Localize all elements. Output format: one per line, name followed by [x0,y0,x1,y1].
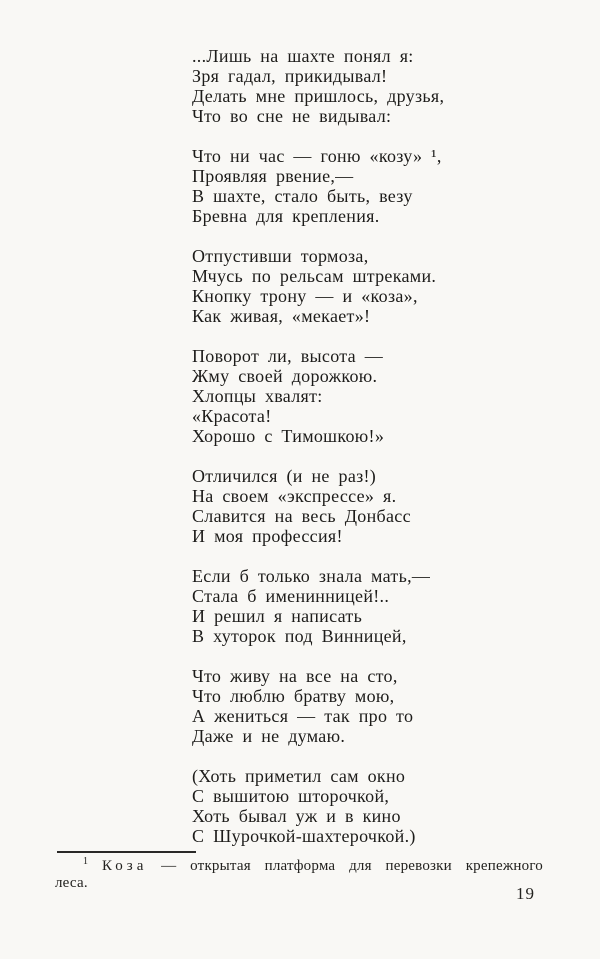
poem-line: С Шурочкой-шахтерочкой.) [192,826,416,846]
poem-line: (Хоть приметил сам окно [192,766,406,786]
poem-line: В хуторок под Винницей, [192,626,407,646]
poem-line: И моя профессия! [192,526,343,546]
footnote [55,858,543,891]
poem-line: Отличился (и не раз!) [192,466,377,486]
poem-line: На своем «экспрессе» я. [192,486,397,506]
stanza [192,46,444,126]
footnote-line-2: леса. [55,875,88,891]
poem-line: Славится на весь Донбасс [192,506,411,526]
poem-line: Что живу на все на сто, [192,666,398,686]
stanza [192,346,444,446]
poem-line: Поворот ли, высота — [192,346,384,366]
stanza [192,766,444,846]
stanza [192,146,444,226]
poem-line: А жениться — так про то [192,706,414,726]
poem-line: Хоть бывал уж и в кино [192,806,401,826]
poem-line: Что люблю братву мою, [192,686,395,706]
poem-line: «Красота! [192,406,272,426]
stanza [192,246,444,326]
poem-line: В шахте, стало быть, везу [192,186,413,206]
footnote-term: Коза [102,858,148,874]
poem-line: Хлопцы хвалят: [192,386,323,406]
page-number: 19 [516,884,535,903]
footnote-marker: 1 [83,856,89,867]
stanza [192,466,444,546]
poem-line: Мчусь по рельсам штреками. [192,266,437,286]
footnote-definition: — открытая платформа для перевозки крепежного [161,858,543,874]
poem-line: Делать мне пришлось, друзья, [192,86,445,106]
stanza [192,666,444,746]
poem-line: Бревна для крепления. [192,206,380,226]
poem-line: Стала б именинницей!.. [192,586,390,606]
poem-line: Проявляя рвение,— [192,166,354,186]
poem-line: Что ни час — гоню «козу» ¹, [192,146,442,166]
poem-line: Отпустивши тормоза, [192,246,369,266]
poem-line: И решил я написать [192,606,363,626]
poem [192,46,444,846]
poem-line: Жму своей дорожкою. [192,366,378,386]
poem-line: Как живая, «мекает»! [192,306,371,326]
footnote-line-1 [55,858,543,874]
poem-line: Что во сне не видывал: [192,106,392,126]
poem-line: Если б только знала мать,— [192,566,431,586]
footnote-divider [57,851,196,853]
poem-line: Зря гадал, прикидывал! [192,66,388,86]
poem-line: Даже и не думаю. [192,726,346,746]
poem-line: ...Лишь на шахте понял я: [192,46,414,66]
poem-line: Хорошо с Тимошкою!» [192,426,385,446]
stanza [192,566,444,646]
poem-line: Кнопку трону — и «коза», [192,286,418,306]
poem-line: С вышитою шторочкой, [192,786,390,806]
